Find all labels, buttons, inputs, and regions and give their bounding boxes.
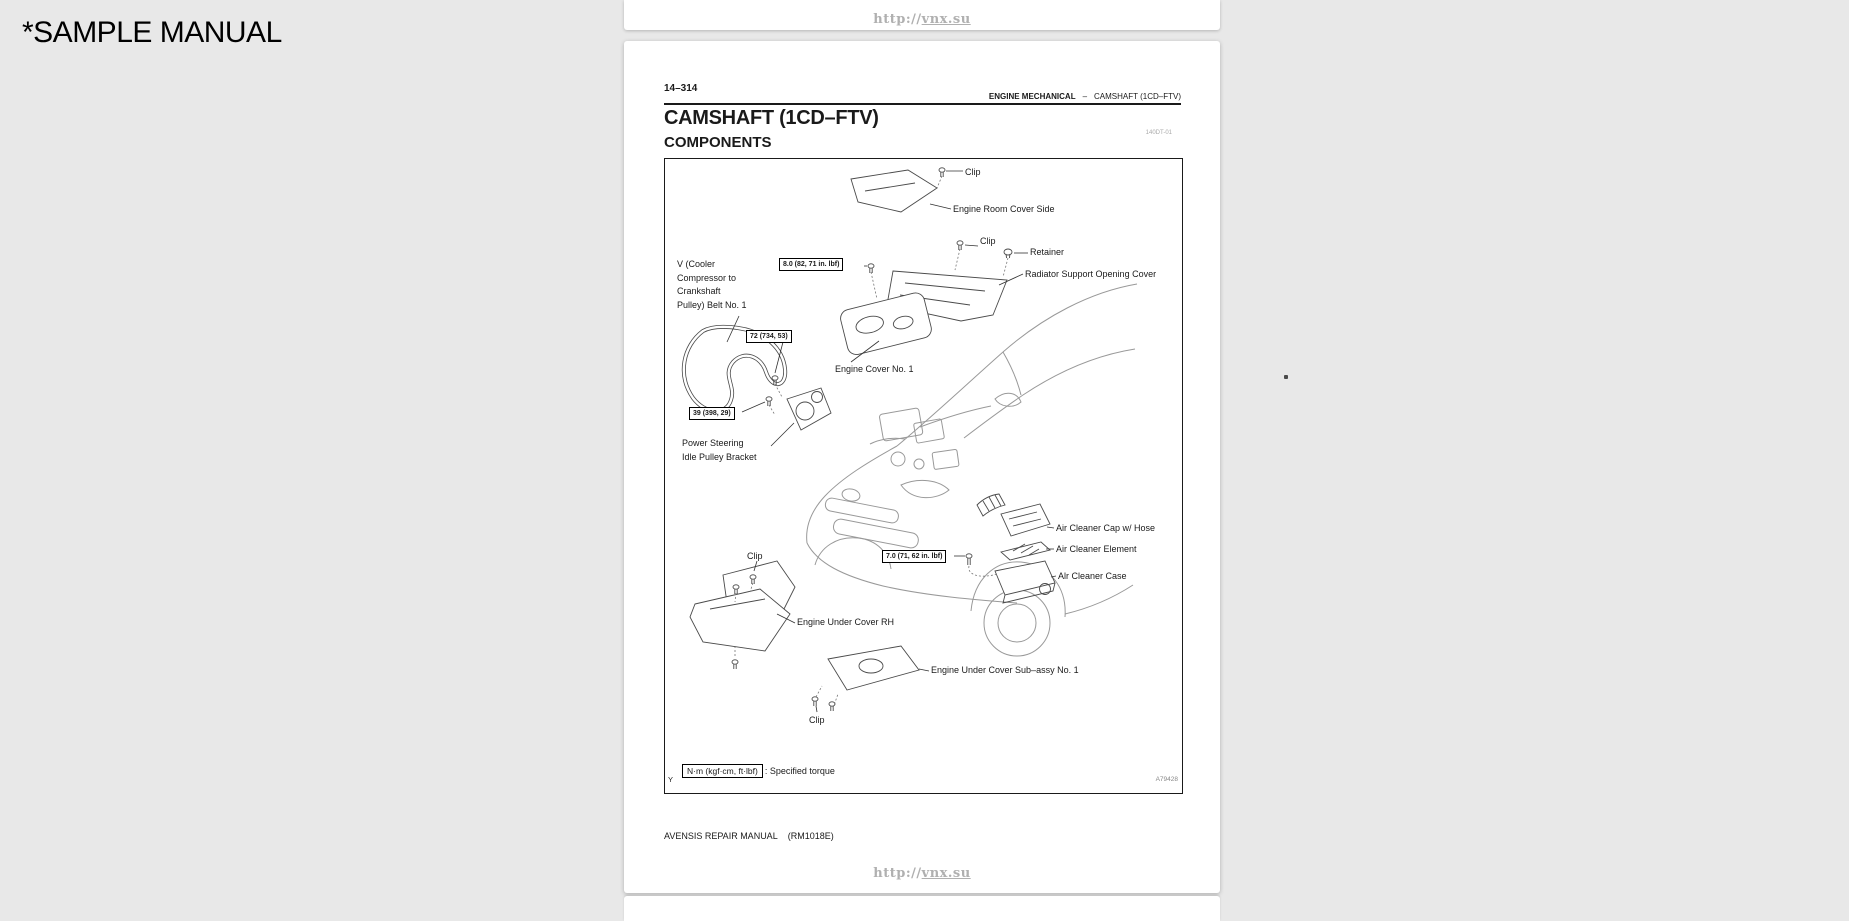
part-label-radiator-support-opening-cover: Radiator Support Opening Cover bbox=[1025, 269, 1157, 279]
watermark-url bbox=[624, 866, 1220, 881]
part-label-engine-room-cover-side: Engine Room Cover Side bbox=[953, 204, 1055, 214]
part-label-engine-under-cover-rh: Engine Under Cover RH bbox=[797, 617, 895, 627]
watermark-prefix: http:// bbox=[873, 12, 922, 27]
page-footer bbox=[664, 831, 834, 841]
part-label-power-steering-idle-pulley-bracket: Power Steering Idle Pulley Bracket bbox=[682, 438, 757, 462]
watermark-domain: vnx.su bbox=[921, 12, 971, 27]
running-header-separator: – bbox=[1082, 92, 1088, 101]
part-label-v-belt: V (Cooler Compressor to Crankshaft Pulley) Belt No. 1 bbox=[677, 259, 747, 310]
part-label-engine-under-cover-sub-assy: Engine Under Cover Sub–assy No. 1 bbox=[931, 665, 1079, 675]
legend-y-marker: Y bbox=[668, 775, 674, 784]
watermark-domain: vnx.su bbox=[921, 866, 971, 881]
sample-manual-label: *SAMPLE MANUAL bbox=[22, 16, 282, 49]
part-label-air-cleaner-cap: Air Cleaner Cap w/ Hose bbox=[1056, 523, 1156, 533]
part-label-retainer: Retainer bbox=[1030, 247, 1065, 257]
part-label-engine-cover-no-1: Engine Cover No. 1 bbox=[835, 364, 914, 374]
doc-code: 140DT-01 bbox=[1145, 130, 1172, 136]
manual-page bbox=[624, 41, 1220, 893]
part-label-clip-1: Clip bbox=[965, 167, 981, 177]
manual-code: (RM1018E) bbox=[787, 831, 834, 841]
torque-spec-box-2: 72 (734, 53) bbox=[746, 330, 792, 343]
header-rule bbox=[664, 103, 1181, 105]
torque-legend bbox=[682, 764, 835, 778]
part-label-clip-4: Clip bbox=[809, 715, 825, 725]
diagram-artwork bbox=[665, 159, 1182, 793]
watermark-url bbox=[624, 12, 1220, 27]
watermark-prefix: http:// bbox=[873, 866, 922, 881]
page-subtitle: COMPONENTS bbox=[664, 134, 772, 151]
torque-spec-box-1: 8.0 (82, 71 in. lbf) bbox=[779, 258, 843, 271]
next-page-partial bbox=[624, 896, 1220, 921]
part-label-air-cleaner-element: Air Cleaner Element bbox=[1056, 544, 1137, 554]
torque-spec-box-4: 7.0 (71, 62 in. lbf) bbox=[882, 550, 946, 563]
page-number: 14–314 bbox=[664, 83, 698, 94]
components-diagram bbox=[664, 158, 1183, 794]
torque-legend-note: : Specified torque bbox=[764, 766, 835, 776]
part-label-air-cleaner-case: Alr Cleaner Case bbox=[1058, 571, 1127, 581]
running-header bbox=[989, 92, 1181, 101]
figure-code: A79428 bbox=[1155, 776, 1178, 783]
page-title: CAMSHAFT (1CD–FTV) bbox=[664, 107, 879, 129]
previous-page-partial bbox=[624, 0, 1220, 30]
running-header-subsection: CAMSHAFT (1CD–FTV) bbox=[1094, 92, 1181, 101]
torque-spec-box-3: 39 (398, 29) bbox=[689, 407, 735, 420]
torque-unit-box: N·m (kgf·cm, ft·lbf) bbox=[682, 764, 763, 778]
part-label-clip-2: Clip bbox=[980, 236, 996, 246]
stray-dot bbox=[1284, 375, 1288, 379]
part-label-clip-3: Clip bbox=[747, 551, 763, 561]
manual-name: AVENSIS REPAIR MANUAL bbox=[664, 831, 778, 841]
running-header-section: ENGINE MECHANICAL bbox=[988, 92, 1076, 101]
